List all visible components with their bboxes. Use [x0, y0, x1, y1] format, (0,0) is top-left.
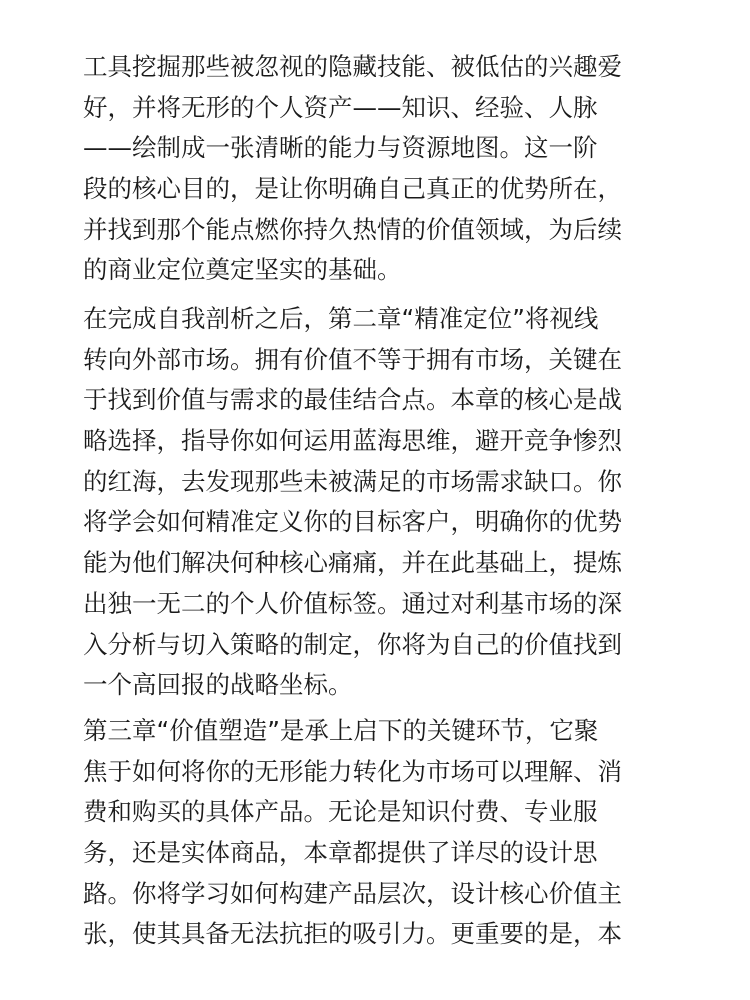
- text-line: 工具挖掘那些被忽视的隐藏技能、被低估的兴趣爱: [83, 52, 622, 81]
- text-line: 焦于如何将你的无形能力转化为市场可以理解、消: [83, 756, 622, 786]
- text-line: 费和购买的具体产品。无论是知识付费、专业服: [83, 797, 598, 827]
- text-line: 并找到那个能点燃你持久热情的价值领域，为后续: [83, 214, 622, 244]
- text-line: 转向外部市场。拥有价值不等于拥有市场，关键在: [83, 344, 622, 374]
- paragraph-3: [83, 711, 683, 955]
- text-line: ——绘制成一张清晰的能力与资源地图。这一阶: [83, 133, 598, 163]
- text-line: 的商业定位奠定坚实的基础。: [83, 255, 402, 285]
- paragraph-1: [83, 47, 683, 291]
- text-line: 务，还是实体商品，本章都提供了详尽的设计思: [83, 838, 598, 868]
- text-line: 在完成自我剖析之后，第二章“精准定位”将视线: [83, 304, 599, 333]
- text-line: 的红海，去发现那些未被满足的市场需求缺口。你: [83, 466, 622, 496]
- text-line: 出独一无二的个人价值标签。通过对利基市场的深: [83, 588, 622, 618]
- text-line: 于找到价值与需求的最佳结合点。本章的核心是战: [83, 385, 622, 415]
- text-line: 好，并将无形的个人资产——知识、经验、人脉: [83, 92, 598, 122]
- text-line: 第三章“价值塑造”是承上启下的关键环节，它聚: [83, 716, 599, 745]
- text-line: 能为他们解决何种核心痛痛，并在此基础上，提炼: [83, 548, 622, 578]
- text-line: 一个高回报的战略坐标。: [83, 670, 353, 700]
- text-line: 将学会如何精准定义你的目标客户，明确你的优势: [83, 507, 622, 537]
- text-line: 张，使其具备无法抗拒的吸引力。更重要的是，本: [83, 919, 622, 949]
- text-line: 段的核心目的，是让你明确自己真正的优势所在，: [83, 174, 622, 204]
- paragraph-2: [83, 299, 683, 706]
- text-line: 入分析与切入策略的制定，你将为自己的价值找到: [83, 629, 622, 659]
- text-line: 略选择，指导你如何运用蓝海思维，避开竞争惨烈: [83, 426, 622, 456]
- text-line: 路。你将学习如何构建产品层次，设计核心价值主: [83, 878, 622, 908]
